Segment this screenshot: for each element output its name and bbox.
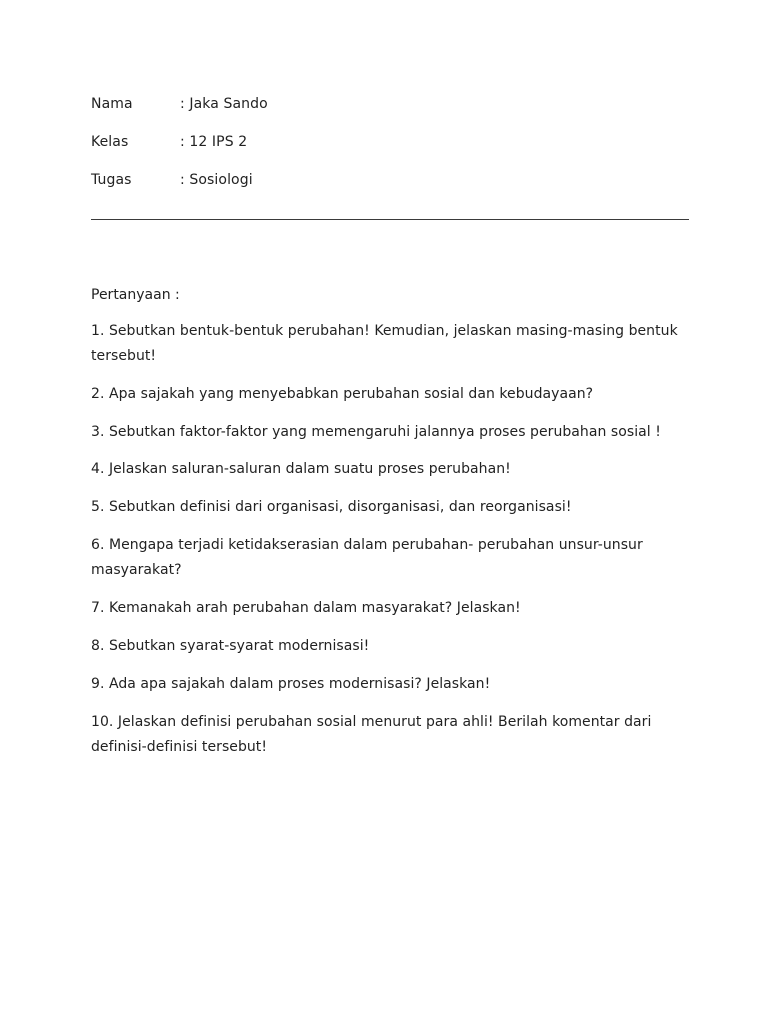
question-item: 10. Jelaskan definisi perubahan sosial menurut para ahli! Berilah komentar dari definisi-definisi tersebut!: [91, 714, 652, 755]
question-item: 1. Sebutkan bentuk-bentuk perubahan! Kemudian, jelaskan masing-masing bentuk tersebut!: [91, 323, 678, 364]
question-item: 2. Apa sajakah yang menyebabkan perubahan sosial dan kebudayaan?: [91, 386, 594, 402]
question-item: 4. Jelaskan saluran-saluran dalam suatu proses perubahan!: [91, 461, 511, 477]
question-item: 7. Kemanakah arah perubahan dalam masyarakat? Jelaskan!: [91, 600, 521, 616]
question-item: 6. Mengapa terjadi ketidakserasian dalam perubahan- perubahan unsur-unsur masyarakat?: [91, 537, 643, 578]
assignment-value: : Sosiologi: [180, 172, 253, 188]
name-label: Nama: [91, 96, 133, 112]
class-label: Kelas: [91, 134, 129, 150]
question-item: 9. Ada apa sajakah dalam proses modernisasi? Jelaskan!: [91, 676, 491, 692]
name-value: : Jaka Sando: [180, 96, 268, 112]
assignment-label: Tugas: [91, 172, 132, 188]
question-item: 5. Sebutkan definisi dari organisasi, disorganisasi, dan reorganisasi!: [91, 499, 572, 515]
questions-heading: Pertanyaan :: [91, 287, 180, 303]
question-item: 3. Sebutkan faktor-faktor yang memengaruhi jalannya proses perubahan sosial !: [91, 424, 661, 440]
class-value: : 12 IPS 2: [180, 134, 248, 150]
header-divider: [91, 219, 689, 220]
question-item: 8. Sebutkan syarat-syarat modernisasi!: [91, 638, 370, 654]
